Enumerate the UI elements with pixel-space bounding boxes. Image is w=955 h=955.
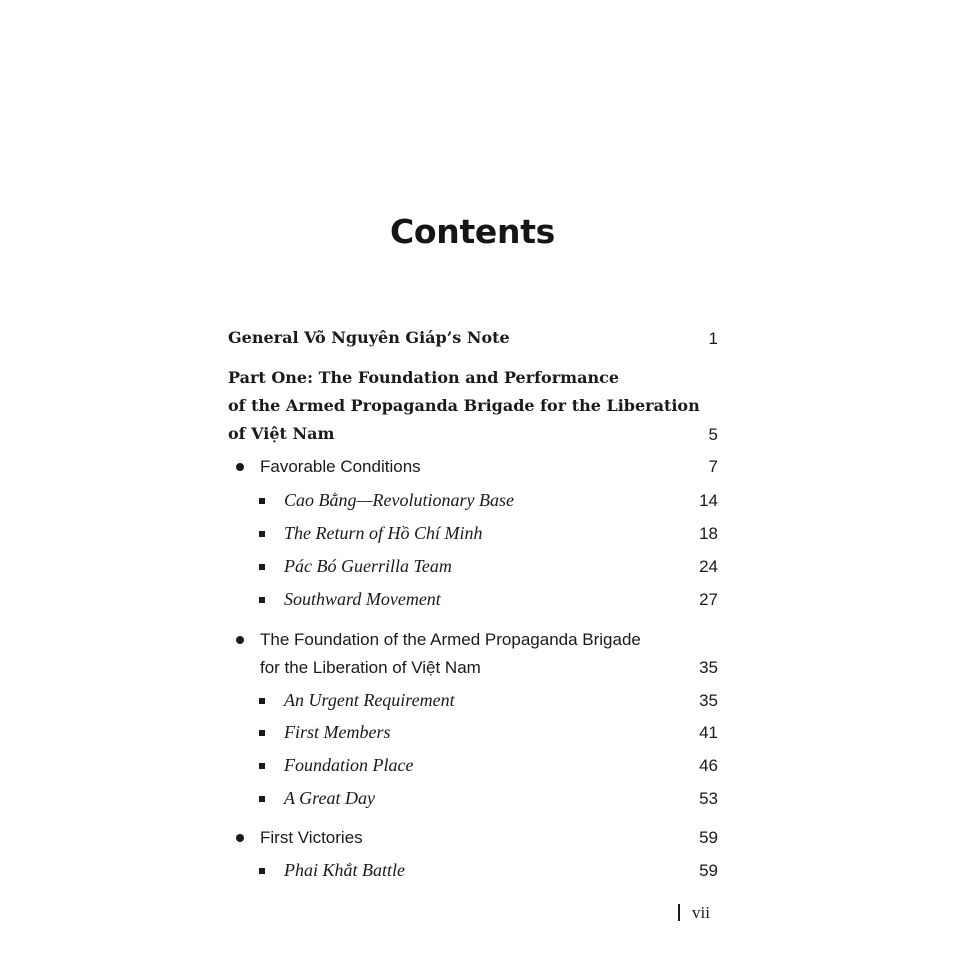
bullet-square-icon xyxy=(259,796,265,802)
toc-page-number: 59 xyxy=(699,861,718,880)
toc-entry-favorable-conditions: Favorable Conditions xyxy=(260,457,421,476)
toc-entry-first-members: First Members xyxy=(284,722,391,742)
toc-entry-generals-note: General Võ Nguyên Giáp’s Note xyxy=(228,328,510,347)
toc-entry-pac-bo-guerrilla-team: Pác Bó Guerrilla Team xyxy=(284,556,452,576)
toc-page-number: 5 xyxy=(708,425,718,444)
toc-entry-part-one-line-2: of the Armed Propaganda Brigade for the Liberation xyxy=(228,396,700,415)
toc-page-number: 24 xyxy=(699,557,718,576)
toc-page-number: 46 xyxy=(699,756,718,775)
folio-rule xyxy=(678,904,680,921)
toc-page-number: 59 xyxy=(699,828,718,847)
bullet-square-icon xyxy=(259,564,265,570)
toc-entry-foundation-place: Foundation Place xyxy=(284,755,414,775)
bullet-dot-icon xyxy=(236,834,244,842)
toc-page-number: 35 xyxy=(699,691,718,710)
bullet-square-icon xyxy=(259,531,265,537)
bullet-dot-icon xyxy=(236,636,244,644)
toc-page-number: 18 xyxy=(699,524,718,543)
folio-page-number: vii xyxy=(692,903,710,922)
toc-entry-foundation-line-2: for the Liberation of Việt Nam xyxy=(260,658,481,677)
bullet-square-icon xyxy=(259,698,265,704)
toc-entry-part-one-line-1: Part One: The Foundation and Performance xyxy=(228,368,619,387)
toc-entry-foundation-line-1: The Foundation of the Armed Propaganda Brigade xyxy=(260,630,641,649)
toc-page-number: 35 xyxy=(699,658,718,677)
bullet-square-icon xyxy=(259,763,265,769)
toc-entry-first-victories: First Victories xyxy=(260,828,363,847)
toc-entry-southward-movement: Southward Movement xyxy=(284,589,441,609)
toc-page-number: 7 xyxy=(708,457,718,476)
toc-entry-phai-khat-battle: Phai Khắt Battle xyxy=(284,860,405,880)
bullet-square-icon xyxy=(259,868,265,874)
toc-page-number: 53 xyxy=(699,789,718,808)
toc-page-number: 41 xyxy=(699,723,718,742)
bullet-square-icon xyxy=(259,730,265,736)
page-title: Contents xyxy=(389,212,556,251)
toc-entry-cao-bang: Cao Bằng—Revolutionary Base xyxy=(284,490,514,510)
bullet-dot-icon xyxy=(236,463,244,471)
toc-entry-part-one-line-3: of Việt Nam xyxy=(228,424,335,443)
toc-entry-a-great-day: A Great Day xyxy=(284,788,375,808)
bullet-square-icon xyxy=(259,498,265,504)
bullet-square-icon xyxy=(259,597,265,603)
toc-page-number: 27 xyxy=(699,590,718,609)
toc-entry-urgent-requirement: An Urgent Requirement xyxy=(284,690,455,710)
toc-page-number: 1 xyxy=(708,329,718,348)
toc-entry-return-of-ho-chi-minh: The Return of Hồ Chí Minh xyxy=(284,523,483,543)
toc-page-number: 14 xyxy=(699,491,718,510)
